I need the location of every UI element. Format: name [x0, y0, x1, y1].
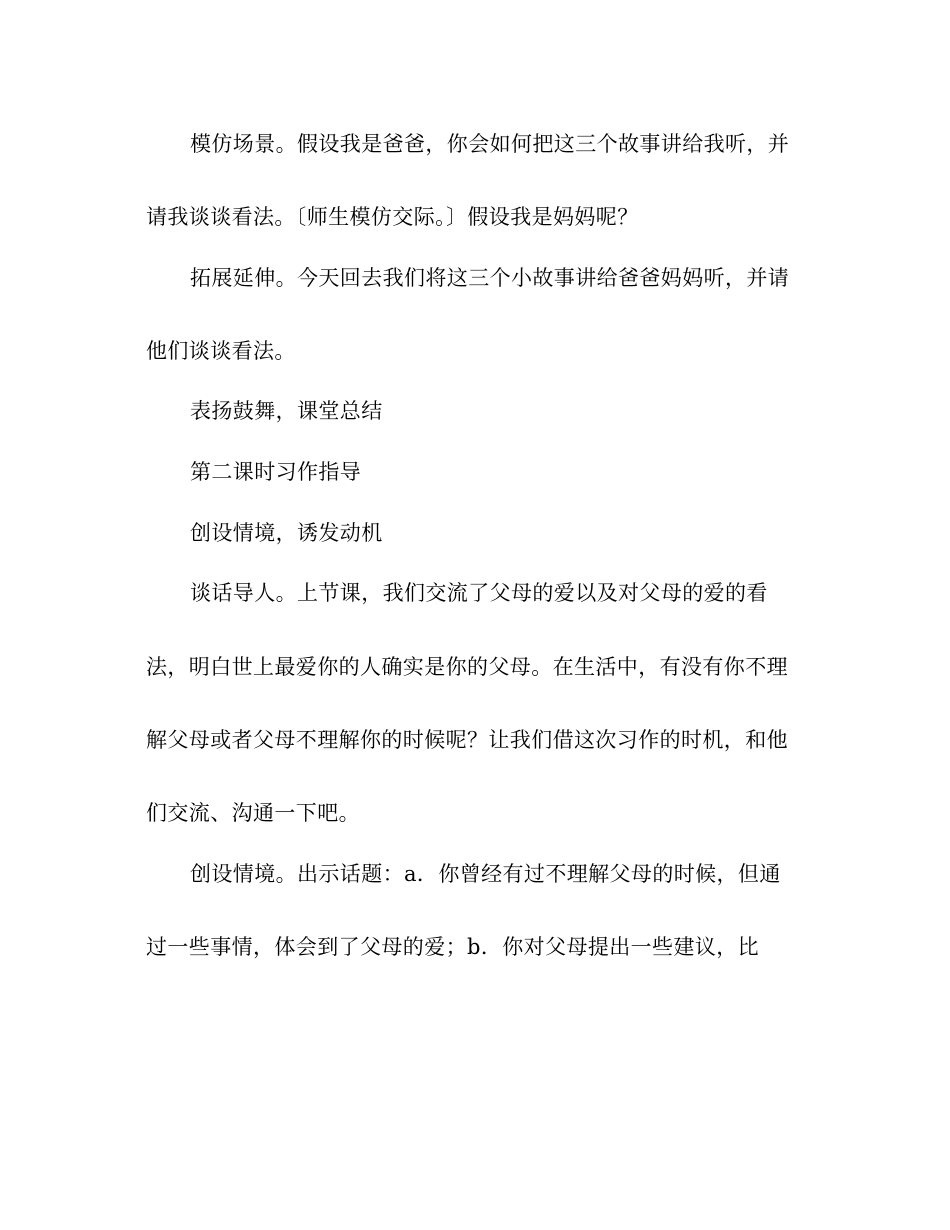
paragraph-line: 他们谈谈看法。 [146, 339, 296, 363]
paragraph-line: 创设情境。出示话题：a．你曾经有过不理解父母的时候，但通 [190, 862, 781, 886]
paragraph-line: 请我谈谈看法。〔师生模仿交际。〕假设我是妈妈呢？ [146, 205, 639, 229]
paragraph-line: 过一些事情，体会到了父母的爱；b．你对父母提出一些建议，比 [146, 935, 760, 959]
paragraph-line: 们交流、沟通一下吧。 [146, 801, 360, 825]
paragraph-line: 谈话导人。上节课，我们交流了父母的爱以及对父母的爱的看 [190, 581, 768, 605]
paragraph-line: 解父母或者父母不理解你的时候呢？让我们借这次习作的时机，和他 [146, 728, 788, 752]
section-heading: 创设情境，诱发动机 [190, 521, 383, 545]
paragraph-line: 拓展延伸。今天回去我们将这三个小故事讲给爸爸妈妈听，并请 [190, 266, 790, 290]
paragraph-line: 法，明白世上最爱你的人确实是你的父母。在生活中，有没有你不理 [146, 655, 788, 679]
paragraph-line: 模仿场景。假设我是爸爸，你会如何把这三个故事讲给我听，并 [190, 132, 790, 156]
section-heading: 第二课时习作指导 [190, 460, 362, 484]
section-heading: 表扬鼓舞，课堂总结 [190, 399, 383, 423]
